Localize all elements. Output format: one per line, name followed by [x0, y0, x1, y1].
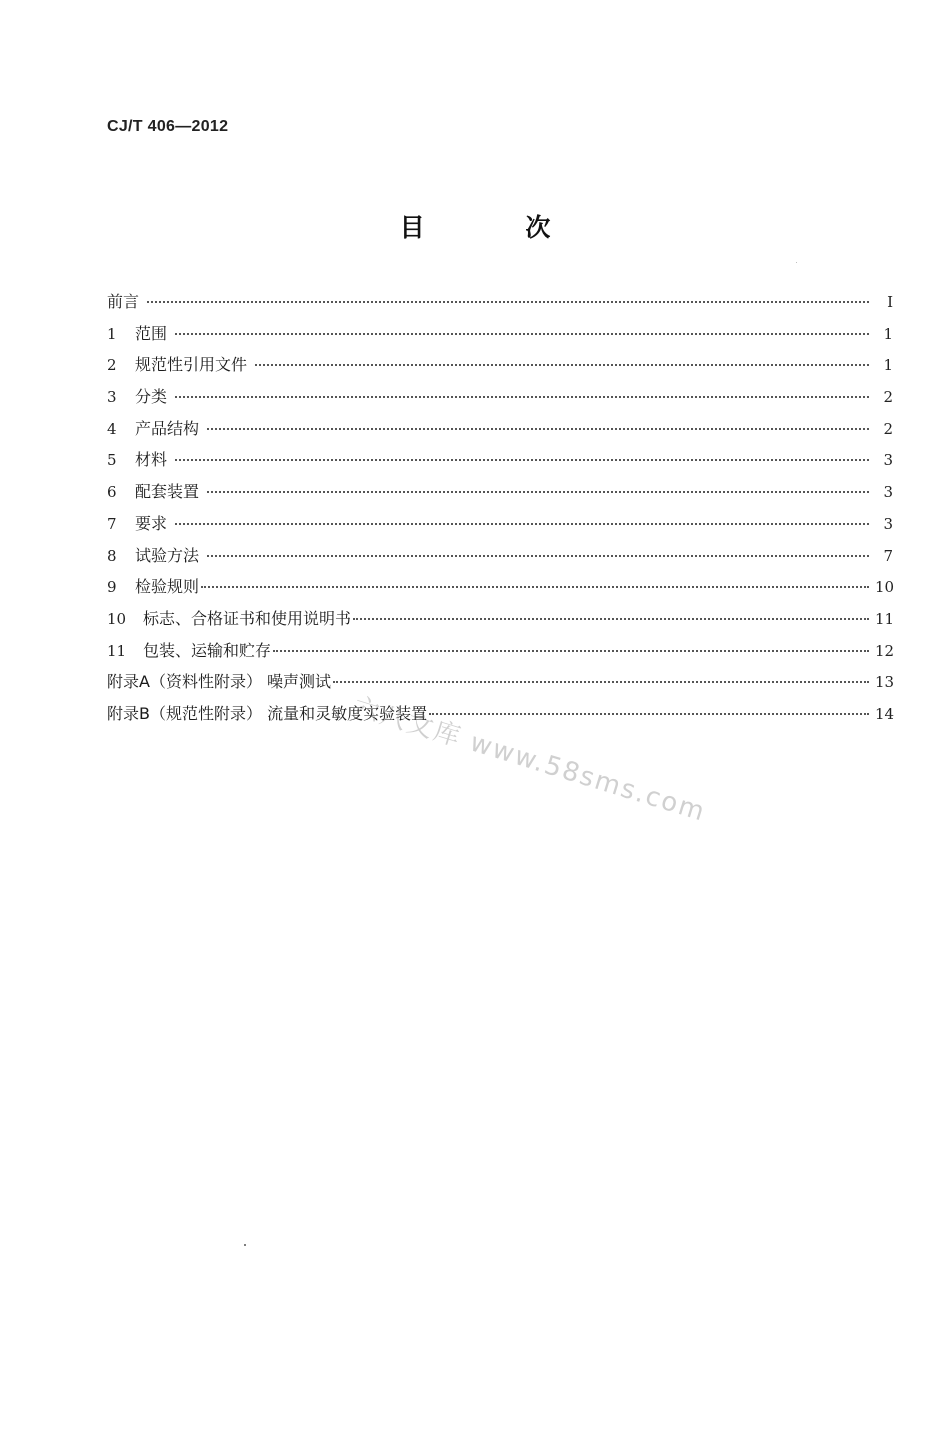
toc-entry-page: 2 [883, 419, 893, 438]
toc-entry-text: 配套装置 [135, 482, 200, 502]
page-title: 目 次 [399, 213, 597, 242]
toc-leader-dots [207, 427, 869, 430]
toc-entry-number: 1 [107, 324, 117, 343]
toc-entry-foreword[interactable] [107, 289, 893, 321]
standard-code: CJ/T 406—2012 [107, 118, 229, 135]
scan-speck [796, 262, 797, 263]
toc-entry-9[interactable] [107, 574, 893, 606]
toc-entry-4[interactable] [107, 416, 893, 448]
toc-entry-page: 12 [875, 641, 895, 660]
toc-entry-text: 材料 [135, 450, 168, 470]
toc-entry-text: 包装、运输和贮存 [143, 640, 272, 660]
toc-leader-dots [273, 649, 869, 652]
toc-entry-5[interactable] [107, 447, 893, 479]
toc-leader-dots [255, 363, 869, 366]
toc-leader-dots [207, 554, 869, 557]
toc-entry-number: 2 [107, 356, 117, 375]
watermark: 六八文库 www.58sms.com [349, 691, 710, 828]
toc-entry-number: 10 [107, 609, 127, 628]
toc-entry-page: 1 [883, 356, 893, 375]
toc-entry-text: 检验规则 [135, 577, 200, 597]
toc-entry-number: 3 [107, 388, 117, 407]
toc-entry-annex-a[interactable] [107, 669, 893, 701]
toc-leader-dots [353, 617, 869, 620]
toc-leader-dots [175, 332, 869, 335]
toc-entry-page: 10 [875, 578, 895, 597]
toc-leader-dots [175, 458, 869, 461]
toc-entry-page: 14 [875, 704, 895, 723]
toc-entry-number: 9 [107, 578, 117, 597]
toc-entry-text: 要求 [135, 513, 168, 533]
toc-entry-page: 13 [875, 673, 895, 692]
toc-entry-text: 产品结构 [135, 418, 200, 438]
toc-entry-number: 11 [107, 641, 127, 660]
toc-entry-text: 范围 [135, 323, 168, 343]
toc-entry-text: 标志、合格证书和使用说明书 [143, 608, 352, 628]
toc-entry-number: 7 [107, 514, 117, 533]
toc-entry-number: 6 [107, 483, 117, 502]
toc-leader-dots [429, 712, 869, 715]
toc-entry-number: 5 [107, 451, 117, 470]
toc-entry-6[interactable] [107, 479, 893, 511]
toc-leader-dots [147, 300, 869, 303]
scan-speck [244, 1244, 246, 1246]
toc-entry-number: 8 [107, 546, 117, 565]
toc-entry-page: 2 [883, 388, 893, 407]
toc-entry-2[interactable] [107, 352, 893, 384]
toc-entry-page: 3 [883, 483, 893, 502]
toc-leader-dots [333, 680, 869, 683]
toc-entry-11[interactable] [107, 638, 893, 670]
toc-leader-dots [175, 522, 869, 525]
toc-entry-text: 规范性引用文件 [135, 355, 248, 375]
toc-entry-text: 前言 [107, 292, 140, 311]
toc-entry-page: Ⅰ [887, 293, 893, 311]
toc-entry-3[interactable] [107, 384, 893, 416]
toc-entry-1[interactable] [107, 321, 893, 353]
toc-entry-text: 试验方法 [135, 545, 200, 565]
toc-entry-page: 7 [883, 546, 893, 565]
table-of-contents [107, 289, 893, 733]
toc-entry-page: 1 [883, 324, 893, 343]
toc-entry-page: 3 [883, 514, 893, 533]
toc-leader-dots [175, 395, 869, 398]
toc-entry-number: 4 [107, 419, 117, 438]
toc-entry-text: 分类 [135, 387, 168, 407]
toc-entry-text: 附录A（资料性附录） 噪声测试 [107, 672, 332, 692]
toc-entry-text: 附录B（规范性附录） 流量和灵敏度实验装置 [107, 703, 428, 723]
toc-entry-10[interactable] [107, 606, 893, 638]
toc-entry-7[interactable] [107, 511, 893, 543]
toc-entry-8[interactable] [107, 543, 893, 575]
toc-entry-annex-b[interactable] [107, 701, 893, 733]
toc-leader-dots [207, 490, 869, 493]
toc-entry-page: 3 [883, 451, 893, 470]
toc-leader-dots [201, 585, 869, 588]
toc-entry-page: 11 [875, 609, 895, 628]
